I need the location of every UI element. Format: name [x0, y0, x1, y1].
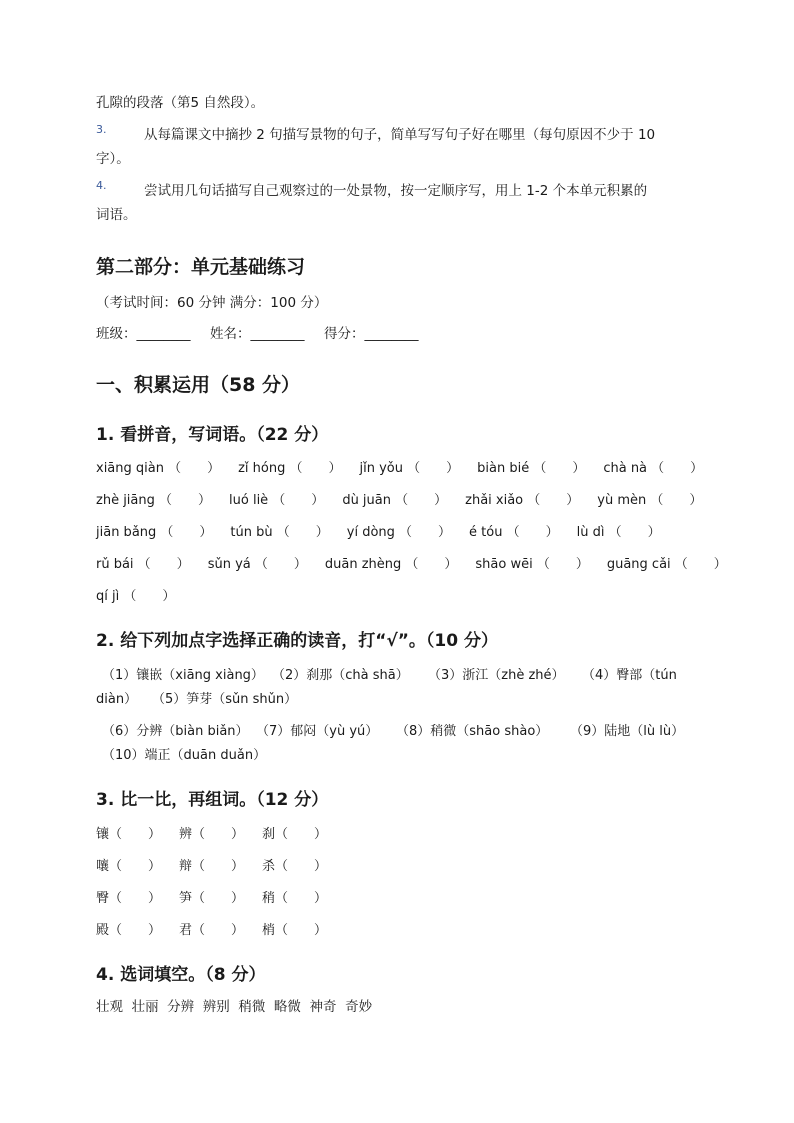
- pinyin-item: sǔn yá （ ）: [207, 557, 307, 572]
- compare-item: 梢（ ）: [262, 923, 328, 938]
- q1-row-4: [96, 553, 745, 572]
- q2-option-7: （7）郁闷（yù yú）: [256, 724, 379, 739]
- pinyin-item: zhè jiāng （ ）: [96, 493, 212, 508]
- q2-title: 2. 给下列加点字选择正确的读音，打“√”。（10 分）: [96, 631, 498, 651]
- part2-title: 第二部分：单元基础练习: [96, 256, 306, 278]
- pinyin-item: xiāng qiàn （ ）: [96, 461, 221, 476]
- q1-row-2: [96, 489, 720, 508]
- q1-row-5: [96, 585, 193, 604]
- intro-continuation: 孔隙的段落（第5 自然段）。: [96, 95, 265, 111]
- pinyin-item: guāng cǎi （ ）: [606, 557, 727, 572]
- q2-option-3: （3）浙江（zhè zhé）: [428, 668, 565, 683]
- q2-option-9: （9）陆地（lù lù）: [570, 724, 685, 739]
- class-field: 班级：________: [96, 326, 191, 342]
- compare-item: 君（ ）: [179, 923, 245, 938]
- q2-option-5: （5）笋芽（sǔn shǔn）: [152, 692, 298, 707]
- compare-item: 笋（ ）: [179, 891, 245, 906]
- compare-item: 嚷（ ）: [96, 859, 162, 874]
- pinyin-item: zǐ hóng （ ）: [238, 461, 342, 476]
- q3-row-4: [96, 919, 345, 938]
- q2-option-8: （8）稍微（shāo shào）: [396, 724, 549, 739]
- pinyin-item: jiān bǎng （ ）: [96, 525, 213, 540]
- pinyin-item: tún bù （ ）: [230, 525, 329, 540]
- item-3-line2: 字）。: [96, 151, 130, 167]
- q3-row-3: [96, 887, 345, 906]
- pinyin-item: luó liè （ ）: [229, 493, 325, 508]
- q3-row-1: [96, 823, 345, 842]
- pinyin-item: shāo wēi （ ）: [475, 557, 589, 572]
- pinyin-item: biàn bié （ ）: [477, 461, 586, 476]
- pinyin-item: yí dòng （ ）: [346, 525, 452, 540]
- q2-option-2: （2）刹那（chà shā）: [272, 668, 409, 683]
- compare-item: 杀（ ）: [262, 859, 328, 874]
- item-3-number: 3.: [96, 123, 107, 136]
- q3-title: 3. 比一比，再组词。（12 分）: [96, 790, 329, 810]
- compare-item: 臀（ ）: [96, 891, 162, 906]
- q2-option-4-cont: diàn）: [96, 692, 138, 707]
- item-4-line2: 词语。: [96, 207, 137, 223]
- pinyin-item: yù mèn （ ）: [597, 493, 703, 508]
- pinyin-item: duān zhèng （ ）: [324, 557, 458, 572]
- q4-title: 4. 选词填空。（8 分）: [96, 965, 266, 985]
- score-field: 得分：________: [324, 326, 419, 342]
- pinyin-item: chà nà （ ）: [603, 461, 704, 476]
- compare-item: 辩（ ）: [179, 859, 245, 874]
- name-field: 姓名：________: [210, 326, 305, 342]
- pinyin-item: dù juān （ ）: [342, 493, 448, 508]
- compare-item: 刹（ ）: [262, 827, 328, 842]
- section1-title: 一、积累运用（58 分）: [96, 374, 301, 396]
- item-4-number: 4.: [96, 179, 107, 192]
- pinyin-item: é tóu （ ）: [469, 525, 559, 540]
- pinyin-item: rǔ bái （ ）: [96, 557, 190, 572]
- exam-time: （考试时间：60 分钟 满分：100 分）: [96, 295, 328, 311]
- compare-item: 稍（ ）: [262, 891, 328, 906]
- q1-title: 1. 看拼音，写词语。（22 分）: [96, 425, 329, 445]
- pinyin-item: jǐn yǒu （ ）: [359, 461, 460, 476]
- pinyin-item: lù dì （ ）: [576, 525, 661, 540]
- q2-option-10: （10）端正（duān duǎn）: [102, 748, 267, 763]
- q3-row-2: [96, 855, 345, 874]
- q2-option-4: （4）臀部（tún: [582, 668, 677, 683]
- compare-item: 辨（ ）: [179, 827, 245, 842]
- compare-item: 镶（ ）: [96, 827, 162, 842]
- pinyin-item: zhǎi xiǎo （ ）: [465, 493, 580, 508]
- item-4-line1: 尝试用几句话描写自己观察过的一处景物，按一定顺序写，用上 1-2 个本单元积累的: [144, 183, 648, 199]
- q1-row-3: [96, 521, 679, 540]
- compare-item: 殿（ ）: [96, 923, 162, 938]
- q1-row-1: [96, 457, 721, 476]
- item-3-line1: 从每篇课文中摘抄 2 句描写景物的句子，简单写写句子好在哪里（每句原因不少于 10: [144, 127, 656, 143]
- pinyin-item: qí jì （ ）: [96, 589, 176, 604]
- q2-option-6: （6）分辨（biàn biǎn）: [102, 724, 249, 739]
- word-bank: 壮观 壮丽 分辨 辨别 稍微 略微 神奇 奇妙: [96, 999, 373, 1015]
- q2-option-1: （1）镶嵌（xiāng xiàng）: [102, 668, 264, 683]
